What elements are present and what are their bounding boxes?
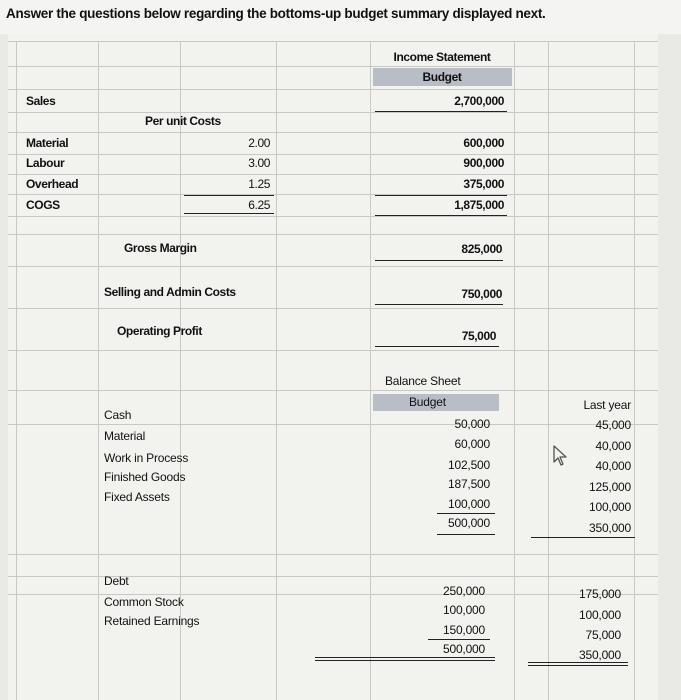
liab-budget-double-line <box>315 657 495 658</box>
income-title: Income Statement <box>393 50 491 64</box>
grid-line <box>8 89 658 90</box>
income-budget-header: Budget <box>422 70 462 84</box>
material-inv-last-year: 40,000 <box>595 439 631 453</box>
grid-line <box>16 41 17 700</box>
operating-profit-label: Operating Profit <box>117 324 202 338</box>
labour-label: Labour <box>26 156 65 170</box>
material-inv-budget: 60,000 <box>454 437 490 451</box>
retained-earnings-last-year: 75,000 <box>585 628 621 642</box>
material-inv-label: Material <box>104 429 146 443</box>
grid-line <box>8 350 658 351</box>
retained-earnings-label: Retained Earnings <box>104 614 200 628</box>
common-stock-last-year: 100,000 <box>579 608 621 622</box>
sales-underline <box>375 111 507 112</box>
last-year-header: Last year <box>583 398 631 412</box>
balance-budget-header: Budget <box>409 395 446 409</box>
grid-line <box>98 41 99 700</box>
wip-last-year: 40,000 <box>595 459 631 473</box>
fixed-assets-label: Fixed Assets <box>104 490 170 504</box>
grid-line <box>8 554 658 555</box>
debt-label: Debt <box>104 574 129 588</box>
material-label: Material <box>26 136 69 150</box>
wip-label: Work in Process <box>104 451 189 465</box>
wip-budget: 102,500 <box>448 458 490 472</box>
cash-budget: 50,000 <box>454 417 490 431</box>
assets-last-year-double-line <box>531 537 635 538</box>
fixed-assets-last-year: 100,000 <box>589 500 631 514</box>
grid-line <box>276 41 277 700</box>
liab-budget-underline <box>428 639 490 640</box>
labour-value: 900,000 <box>463 156 504 170</box>
grid-line <box>8 66 658 67</box>
per-unit-header: Per unit Costs <box>145 114 221 128</box>
assets-budget-double-line <box>437 534 495 535</box>
assets-total-last-year: 350,000 <box>589 521 631 535</box>
selling-admin-underline <box>375 304 503 305</box>
common-stock-label: Common Stock <box>104 595 184 609</box>
grid-line <box>8 174 658 175</box>
sales-value: 2,700,000 <box>454 94 504 108</box>
finished-goods-last-year: 125,000 <box>589 480 631 494</box>
grid-line <box>8 154 658 155</box>
overhead-label: Overhead <box>26 177 79 191</box>
cogs-value: 1,875,000 <box>454 198 504 212</box>
finished-goods-budget: 187,500 <box>448 477 490 491</box>
sales-label: Sales <box>26 94 56 108</box>
grid-line <box>8 266 658 267</box>
cogs-unit-cost: 6.25 <box>248 198 270 212</box>
cogs-bottom-line <box>375 215 507 216</box>
balance-title: Balance Sheet <box>385 374 461 388</box>
gross-margin-label: Gross Margin <box>124 241 197 255</box>
fixed-assets-budget: 100,000 <box>448 497 490 511</box>
mouse-pointer-icon <box>552 444 570 468</box>
cash-last-year: 45,000 <box>595 418 631 432</box>
grid-line <box>8 216 658 217</box>
assets-total-budget: 500,000 <box>448 516 490 530</box>
grid-line <box>548 41 549 700</box>
labour-unit-cost: 3.00 <box>248 156 270 170</box>
material-value: 600,000 <box>463 136 504 150</box>
grid-line <box>8 112 658 113</box>
cogs-underline <box>375 195 507 196</box>
material-unit-cost: 2.00 <box>248 136 270 150</box>
grid-line <box>8 41 658 42</box>
debt-budget: 250,000 <box>443 584 485 598</box>
grid-line <box>8 234 658 235</box>
unit-cost-underline <box>184 195 274 196</box>
cash-label: Cash <box>104 408 132 422</box>
gross-margin-underline <box>375 260 503 261</box>
assets-budget-underline <box>437 513 495 514</box>
grid-line <box>8 308 658 309</box>
selling-admin-label: Selling and Admin Costs <box>104 285 236 299</box>
grid-line <box>8 194 658 195</box>
cogs-label: COGS <box>26 198 60 212</box>
grid-line <box>8 390 658 391</box>
question-header <box>0 0 681 34</box>
selling-admin-value: 750,000 <box>461 287 502 301</box>
finished-goods-label: Finished Goods <box>104 470 186 484</box>
liab-last-year-double-line <box>528 665 628 666</box>
question-text: Answer the questions below regarding the bottoms-up budget summary displayed next. <box>6 6 546 21</box>
grid-line <box>634 41 635 700</box>
operating-profit-underline <box>375 346 499 347</box>
gross-margin-value: 825,000 <box>461 242 502 256</box>
common-stock-budget: 100,000 <box>443 603 485 617</box>
liab-total-budget: 500,000 <box>443 642 485 656</box>
debt-last-year: 175,000 <box>579 587 621 601</box>
retained-earnings-budget: 150,000 <box>443 623 485 637</box>
grid-line <box>8 132 658 133</box>
overhead-value: 375,000 <box>463 177 504 191</box>
operating-profit-value: 75,000 <box>461 329 496 343</box>
unit-cost-bottom-line <box>184 213 274 214</box>
overhead-unit-cost: 1.25 <box>248 177 270 191</box>
grid-line <box>514 41 515 700</box>
liab-budget-double-line <box>315 660 495 661</box>
liab-total-last-year: 350,000 <box>579 648 621 662</box>
spreadsheet <box>8 34 658 700</box>
liab-last-year-double-line <box>528 662 628 663</box>
